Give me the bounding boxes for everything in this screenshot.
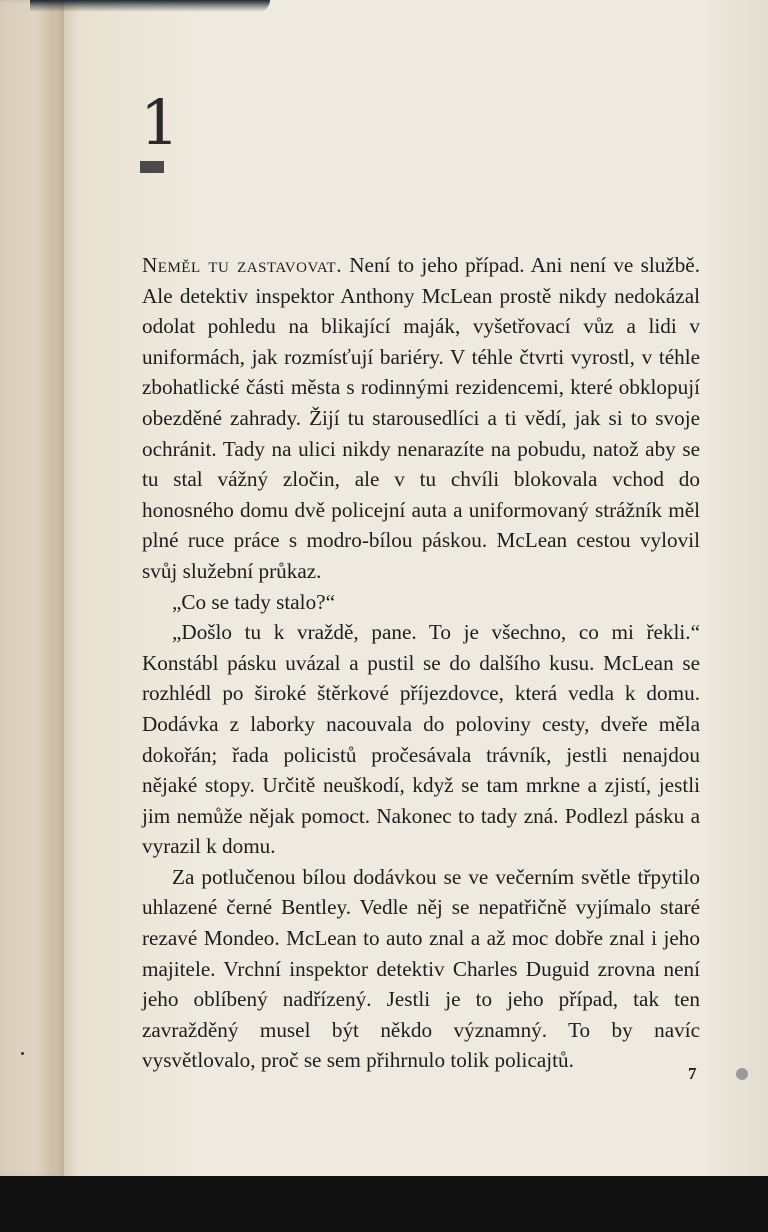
- paragraph-3: „Došlo tu k vraždě, pane. To je všechno, co mi řekli.“ Konstábl pásku uvázal a pustil se do dalšího kusu. McLean se rozhlédl po široké štěrkové příjezdovce, která vedla k domu. Dodávka z laborky nacouvala do poloviny cesty, dveře měla dokořán; řada policistů pročesávala trávník, jestli nenajdou nějaké stopy. Určitě neuškodí, když se tam mrkne a zjistí, jestli jim nemůže nějak pomoct. Nakonec to tady zná. Podlezl pásku a vyrazil k domu.: [142, 620, 700, 859]
- bleed-dot: [736, 1068, 748, 1080]
- chapter-mark: [140, 161, 164, 173]
- chapter-number: 1: [140, 86, 180, 159]
- paragraph-4: Za potlučenou bílou dodávkou se ve večerním světle třpytilo uhlazené černé Bentley. Vedle něj se nepatřičně vyjímalo staré rezavé Mondeo. McLean to auto znal a až moc dobře znal i jeho majitele. Vrchní inspektor detektiv Charles Duguid zrovna není jeho oblíbený nadřízený. Jestli je to jeho případ, tak ten zavražděný musel být někdo významný. To by navíc vysvětlovalo, proč se sem přihrnulo tolik policajtů.: [142, 864, 700, 1073]
- paragraph-2: „Co se tady stalo?“: [172, 589, 335, 614]
- paragraph-1: [142, 250, 700, 587]
- background-bottom: [0, 1176, 768, 1232]
- paragraph-1-text: Není to jeho případ. Ani není ve službě. Ale detektiv inspektor Anthony McLean prostě nikdy nedokázal odolat pohledu na blikající maják, vyšetřovací vůz a lidi v uniformách, jak rozmísťují bariéry. V téhle čtvrti vyrostl, v téhle zbohatlické části města s rodinnými rezidencemi, které obklopují obezděné zahrady. Žijí tu starousedlíci a ti vědí, jak si to svoje ochránit. Tady na ulici nikdy nenarazíte na pobudu, natož aby se tu stal vážný zločin, ale v tu chvíli blokovala vchod do honosného domu dvě policejní auta a uniformovaný strážník měl plné ruce práce s modro-bílou páskou. McLean cestou vylovil svůj služební průkaz.: [142, 253, 700, 583]
- chapter-text: [142, 250, 700, 1076]
- paragraph-lead: Neměl tu zastavovat.: [142, 253, 342, 277]
- page-number: 7: [688, 1064, 697, 1083]
- top-shadow: [30, 0, 270, 12]
- speck: [21, 1052, 24, 1055]
- page-gutter: [0, 0, 64, 1178]
